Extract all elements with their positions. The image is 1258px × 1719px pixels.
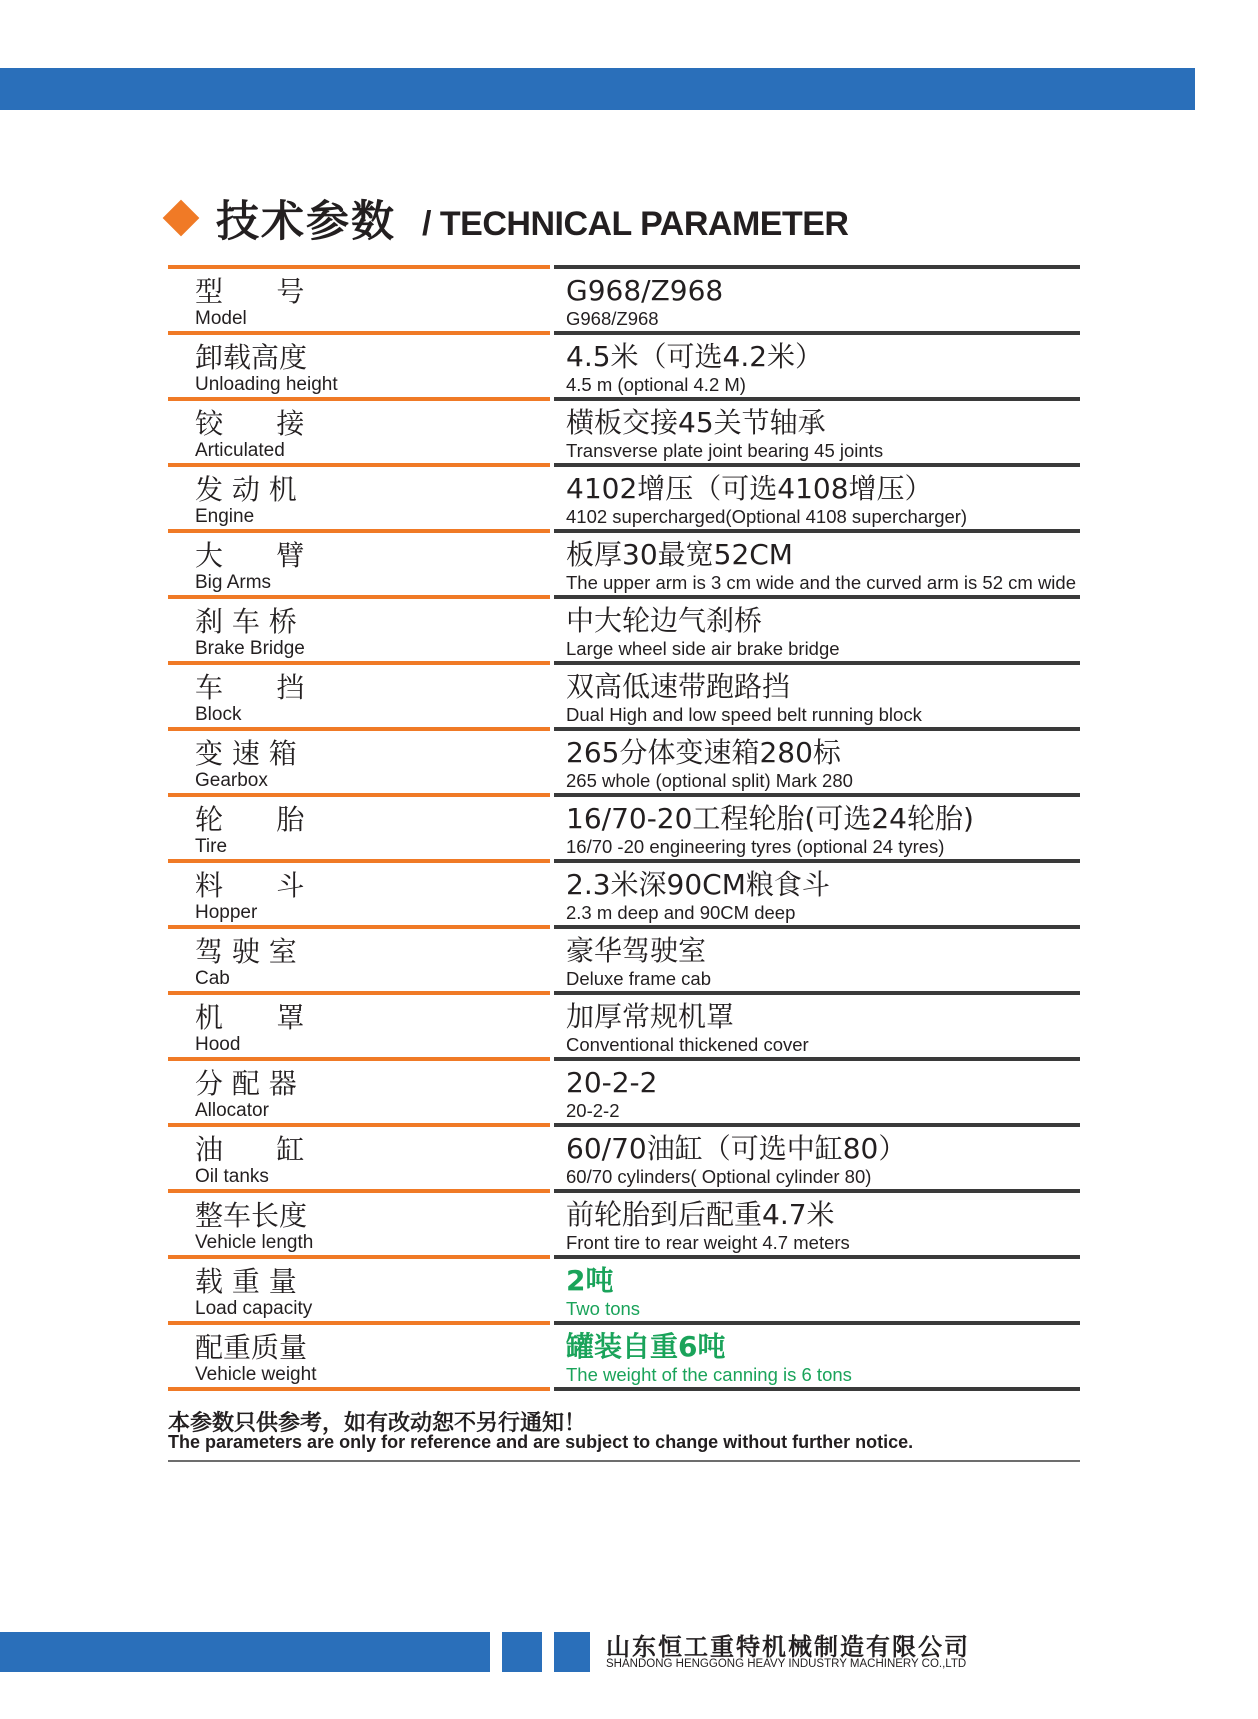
param-value-cn: 板厚30最宽52CM [566,538,793,571]
row-divider-dark [554,463,1080,467]
param-label-en: Allocator [195,1100,269,1121]
row-divider-dark [554,265,1080,269]
param-label-cn: 驾 驶 室 [195,935,297,968]
row-divider-orange [168,1057,550,1061]
param-value-cn: 加厚常规机罩 [566,1000,735,1033]
param-label-cn: 料 斗 [195,869,305,902]
param-value-en: Deluxe frame cab [566,968,711,989]
row-divider-dark [554,331,1080,335]
param-label-en: Cab [195,968,230,989]
diamond-bullet-icon [163,200,200,237]
spec-row [168,1255,1080,1321]
param-label-en: Block [195,704,242,725]
param-label-en: Brake Bridge [195,638,305,659]
row-divider-orange [168,529,550,533]
row-divider-orange [168,661,550,665]
row-divider-dark [554,1387,1080,1391]
spec-row [168,1321,1080,1387]
param-value-en: Conventional thickened cover [566,1034,809,1055]
spec-row [168,1189,1080,1255]
param-label-en: Articulated [195,440,285,461]
row-divider-dark [554,1189,1080,1193]
param-label-cn: 发 动 机 [195,473,297,506]
spec-row [168,1123,1080,1189]
row-divider-orange [168,1321,550,1325]
row-divider-dark [554,859,1080,863]
spec-row [168,991,1080,1057]
row-divider-orange [168,925,550,929]
param-value-en: Transverse plate joint bearing 45 joints [566,440,884,461]
param-label-en: Vehicle length [195,1232,314,1253]
param-value-en: 2.3 m deep and 90CM deep [566,902,796,923]
param-value-en: G968/Z968 [566,308,659,329]
param-label-cn: 刹 车 桥 [195,605,297,638]
row-divider-dark [554,991,1080,995]
param-label-cn: 分 配 器 [195,1067,297,1100]
row-divider-dark [554,595,1080,599]
disclaimer-divider [168,1460,1080,1462]
param-label-en: Gearbox [195,770,268,791]
row-divider-dark [554,397,1080,401]
param-label-en: Oil tanks [195,1166,269,1187]
company-name-chinese: 山东恒工重特机械制造有限公司 [606,1633,970,1661]
spec-row [168,463,1080,529]
param-value-en: 265 whole (optional split) Mark 280 [566,770,853,791]
param-label-en: Hopper [195,902,258,923]
spec-row [168,595,1080,661]
param-label-cn: 机 罩 [195,1001,305,1034]
row-divider-dark [554,925,1080,929]
table-bottom-rule [168,1387,1080,1393]
param-value-en: The upper arm is 3 cm wide and the curved arm is 52 cm wide [566,572,1076,593]
title-chinese: 技术参数 [216,196,396,247]
footer-square [502,1632,542,1672]
param-label-cn: 载 重 量 [195,1265,297,1298]
param-label-en: Tire [195,836,228,857]
param-value-en: Two tons [566,1298,641,1319]
param-value-en: 20-2-2 [566,1100,620,1121]
spec-row [168,661,1080,727]
row-divider-orange [168,595,550,599]
spec-row [168,1057,1080,1123]
param-value-cn: 4.5米（可选4.2米） [566,340,824,373]
param-label-en: Load capacity [195,1298,313,1319]
spec-row [168,925,1080,991]
spec-table [168,265,1080,1393]
param-label-cn: 油 缸 [195,1133,305,1166]
param-label-en: Hood [195,1034,241,1055]
param-label-cn: 配重质量 [195,1331,308,1364]
param-value-cn: 2吨 [566,1264,614,1297]
row-divider-orange [168,397,550,401]
param-value-en: 4.5 m (optional 4.2 M) [566,374,746,395]
spec-row [168,265,1080,331]
row-divider-dark [554,1057,1080,1061]
spec-row [168,727,1080,793]
param-label-en: Vehicle weight [195,1364,317,1385]
footer-square [554,1632,590,1672]
param-value-en: Front tire to rear weight 4.7 meters [566,1232,850,1253]
param-value-en: 60/70 cylinders( Optional cylinder 80) [566,1166,872,1187]
row-divider-dark [554,529,1080,533]
param-label-en: Big Arms [195,572,272,593]
param-value-cn: 16/70-20工程轮胎(可选24轮胎) [566,802,974,835]
spec-row [168,397,1080,463]
param-value-cn: 4102增压（可选4108增压） [566,472,933,505]
footer-bar [0,1632,490,1672]
disclaimer-english: The parameters are only for reference and are subject to change without further notice. [168,1432,914,1452]
param-value-en: Large wheel side air brake bridge [566,638,840,659]
param-label-cn: 型 号 [195,275,305,308]
param-value-en: Dual High and low speed belt running block [566,704,922,725]
row-divider-dark [554,793,1080,797]
param-label-cn: 车 挡 [195,671,305,704]
row-divider-orange [168,793,550,797]
param-label-cn: 整车长度 [195,1199,308,1232]
param-value-en: 4102 supercharged(Optional 4108 supercharger) [566,506,968,527]
row-divider-orange [168,1189,550,1193]
title-english: / TECHNICAL PARAMETER [422,204,849,243]
param-value-cn: G968/Z968 [566,274,724,307]
param-value-cn: 豪华驾驶室 [566,934,707,967]
top-banner-bar [0,68,1195,110]
param-label-cn: 轮 胎 [195,803,305,836]
row-divider-orange [168,1123,550,1127]
row-divider-orange [168,859,550,863]
param-value-cn: 双高低速带跑路挡 [566,670,791,703]
spec-row [168,793,1080,859]
param-label-cn: 变 速 箱 [195,737,297,770]
param-label-cn: 铰 接 [195,407,305,440]
row-divider-orange [168,1255,550,1259]
param-value-cn: 罐装自重6吨 [566,1330,726,1363]
param-value-cn: 横板交接45关节轴承 [566,406,826,439]
section-heading [168,188,848,248]
param-value-cn: 20-2-2 [566,1066,658,1099]
row-divider-dark [554,1321,1080,1325]
company-name-english: SHANDONG HENGGONG HEAVY INDUSTRY MACHINERY CO.,LTD [606,1658,967,1670]
param-value-en: 16/70 -20 engineering tyres (optional 24 tyres) [566,836,945,857]
row-divider-orange [168,265,550,269]
param-label-en: Engine [195,506,255,527]
row-divider-dark [554,1255,1080,1259]
row-divider-orange [168,331,550,335]
param-value-cn: 265分体变速箱280标 [566,736,841,769]
param-label-cn: 卸载高度 [195,341,308,374]
param-value-en: The weight of the canning is 6 tons [566,1364,852,1385]
param-value-cn: 2.3米深90CM粮食斗 [566,868,830,901]
spec-row [168,331,1080,397]
param-label-en: Unloading height [195,374,338,395]
row-divider-orange [168,463,550,467]
param-value-cn: 前轮胎到后配重4.7米 [566,1198,835,1231]
spec-row [168,859,1080,925]
spec-row [168,529,1080,595]
disclaimer-chinese: 本参数只供参考，如有改动恕不另行通知！ [168,1411,587,1436]
row-divider-dark [554,661,1080,665]
param-value-cn: 中大轮边气刹桥 [566,604,763,637]
row-divider-orange [168,991,550,995]
row-divider-dark [554,1123,1080,1127]
row-divider-dark [554,727,1080,731]
row-divider-orange [168,727,550,731]
param-label-en: Model [195,308,247,329]
row-divider-orange [168,1387,550,1391]
param-label-cn: 大 臂 [195,539,305,572]
param-value-cn: 60/70油缸（可选中缸80） [566,1132,907,1165]
